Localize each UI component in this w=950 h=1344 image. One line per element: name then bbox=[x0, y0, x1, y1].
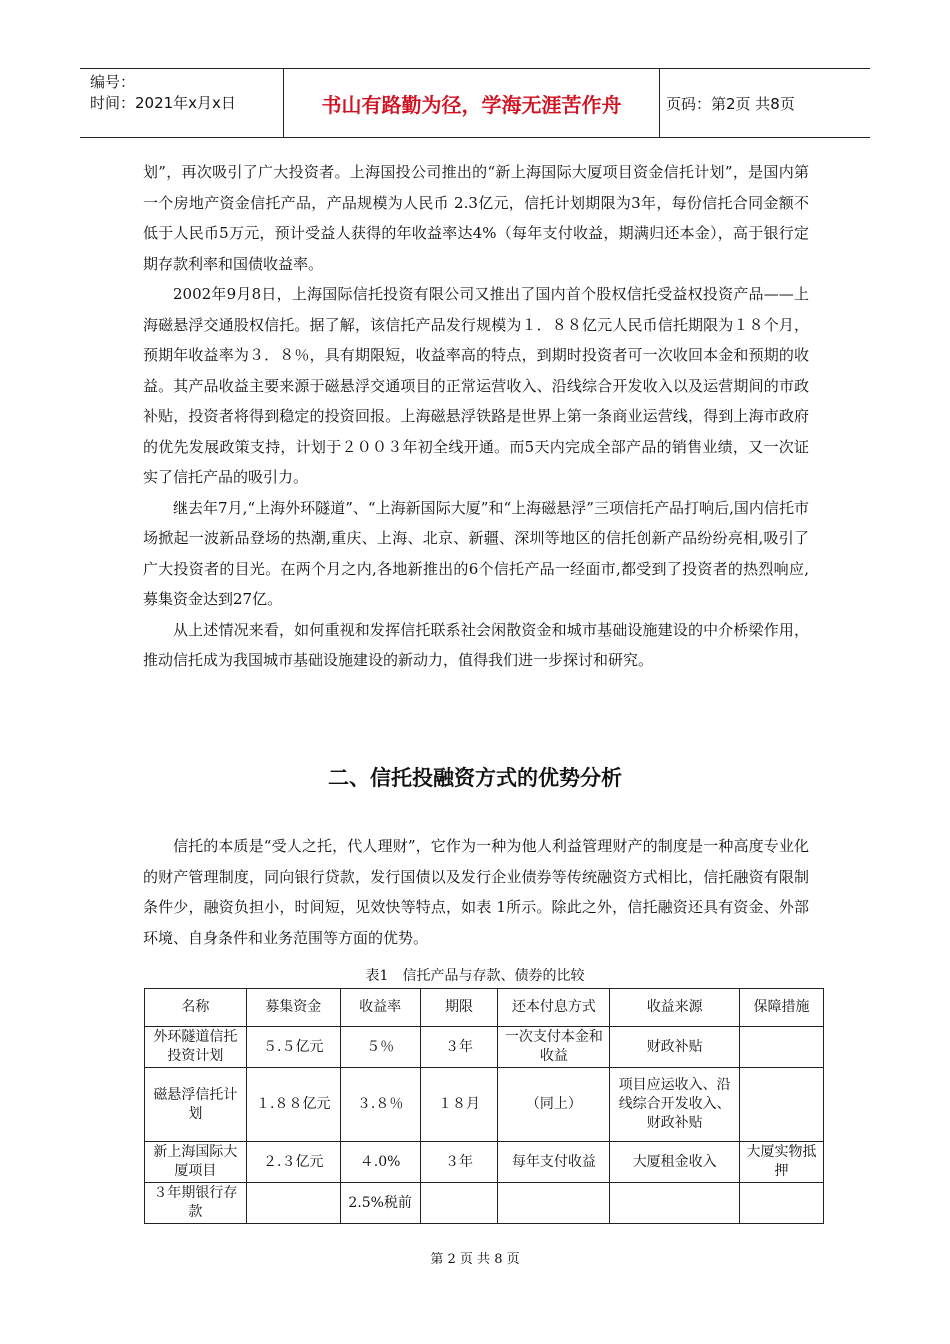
table-cell: 外环隧道信托投资计划 bbox=[145, 1027, 247, 1068]
table-cell: １８月 bbox=[420, 1068, 498, 1142]
table-cell bbox=[740, 1027, 824, 1068]
table-cell bbox=[420, 1183, 498, 1224]
table-cell: ３.８％ bbox=[340, 1068, 420, 1142]
table-cell: 每年支付收益 bbox=[498, 1142, 610, 1183]
table-cell: ５.５亿元 bbox=[246, 1027, 340, 1068]
table-cell: ５％ bbox=[340, 1027, 420, 1068]
paragraph: 从上述情况来看，如何重视和发挥信托联系社会闲散资金和城市基础设施建设的中介桥梁作用，推动信托成为我国城市基础设施建设的新动力，值得我们进一步探讨和研究。 bbox=[143, 620, 809, 669]
body-text bbox=[143, 157, 809, 676]
table-cell: ３年 bbox=[420, 1142, 498, 1183]
table-row bbox=[145, 1027, 824, 1068]
header-page-number: 页码：第2页 共8页 bbox=[666, 94, 795, 113]
table-cell: １.８８亿元 bbox=[246, 1068, 340, 1142]
header-cell: 期限 bbox=[420, 989, 498, 1027]
header-cell: 名称 bbox=[145, 989, 247, 1027]
comparison-table bbox=[144, 988, 824, 1224]
table-cell bbox=[740, 1183, 824, 1224]
table-row bbox=[145, 1183, 824, 1224]
table-cell: ２.３亿元 bbox=[246, 1142, 340, 1183]
header-cell: 还本付息方式 bbox=[498, 989, 610, 1027]
page-header bbox=[80, 68, 870, 138]
header-cell: 保障措施 bbox=[740, 989, 824, 1027]
table-cell bbox=[610, 1183, 740, 1224]
table-cell: 财政补贴 bbox=[610, 1027, 740, 1068]
table-cell: 一次支付本金和收益 bbox=[498, 1027, 610, 1068]
section-title: 二、信托投融资方式的优势分析 bbox=[328, 766, 622, 790]
header-info bbox=[80, 69, 283, 137]
table-cell: ３年期银行存款 bbox=[145, 1183, 247, 1224]
paragraph: 划”，再次吸引了广大投资者。上海国投公司推出的“新上海国际大厦项目资金信托计划”，是国内第一个房地产资金信托产品，产品规模为人民币 2.3亿元，信托计划期限为3年，每份信托合同金额不低于人民币5万元，预计受益人获得的年收益率达4%（每年支付收益，期满归还本金），高于银行定期存款利率和国债收益率。 bbox=[143, 163, 809, 273]
header-motto: 书山有路勤为径，学海无涯苦作舟 bbox=[283, 69, 660, 137]
paragraph: 信托的本质是“受人之托，代人理财”，它作为一种为他人利益管理财产的制度是一种高度专业化的财产管理制度，同向银行贷款，发行国债以及发行企业债券等传统融资方式相比，信托融资有限制条件少，融资负担小，时间短，见效快等特点，如表 1所示。除此之外，信托融资还具有资金、外部环境、自身条件和业务范围等方面的优势。 bbox=[143, 837, 809, 947]
paragraph: 继去年7月,“上海外环隧道”、“上海新国际大厦”和“上海磁悬浮”三项信托产品打响后,国内信托市场掀起一波新品登场的热潮,重庆、上海、北京、新疆、深圳等地区的信托创新产品纷纷亮相,吸引了广大投资者的目光。在两个月之内,各地新推出的6个信托产品一经面市,都受到了投资者的热烈响应,募集资金达到27亿。 bbox=[143, 498, 809, 608]
table-row bbox=[145, 1142, 824, 1183]
table-row bbox=[145, 1068, 824, 1142]
table-cell bbox=[740, 1068, 824, 1142]
paragraph: 2002年9月8日，上海国际信托投资有限公司又推出了国内首个股权信托受益权投资产品——上海磁悬浮交通股权信托。据了解，该信托产品发行规模为１．８８亿元人民币信托期限为１８个月，预期年收益率为３．８％，具有期限短，收益率高的特点，到期时投资者可一次收回本金和预期的收益。其产品收益主要来源于磁悬浮交通项目的正常运营收入、沿线综合开发收入以及运营期间的市政补贴，投资者将得到稳定的投资回报。上海磁悬浮铁路是世界上第一条商业运营线，得到上海市政府的优先发展政策支持，计划于２００３年初全线开通。而5天内完成全部产品的销售业绩，又一次证实了信托产品的吸引力。 bbox=[143, 285, 809, 486]
table-cell: ３年 bbox=[420, 1027, 498, 1068]
table-header-row bbox=[145, 989, 824, 1027]
header-cell: 募集资金 bbox=[246, 989, 340, 1027]
page-footer: 第 2 页 共 8 页 bbox=[430, 1252, 520, 1267]
table-cell bbox=[498, 1183, 610, 1224]
table-cell: 项目应运收入、沿线综合开发收入、财政补贴 bbox=[610, 1068, 740, 1142]
table-cell: 2.5%税前 bbox=[340, 1183, 420, 1224]
time-label: 时间：2021年x月x日 bbox=[90, 94, 236, 112]
section-body bbox=[143, 831, 809, 953]
table-cell: ４.0% bbox=[340, 1142, 420, 1183]
table-cell: 大厦租金收入 bbox=[610, 1142, 740, 1183]
table-cell: 磁悬浮信托计划 bbox=[145, 1068, 247, 1142]
table-cell: （同上） bbox=[498, 1068, 610, 1142]
table-cell bbox=[246, 1183, 340, 1224]
table-caption: 表1 信托产品与存款、债券的比较 bbox=[365, 968, 585, 984]
header-cell: 收益率 bbox=[340, 989, 420, 1027]
table-cell: 新上海国际大厦项目 bbox=[145, 1142, 247, 1183]
table-cell: 大厦实物抵押 bbox=[740, 1142, 824, 1183]
header-cell: 收益来源 bbox=[610, 989, 740, 1027]
number-label: 编号： bbox=[90, 73, 136, 91]
